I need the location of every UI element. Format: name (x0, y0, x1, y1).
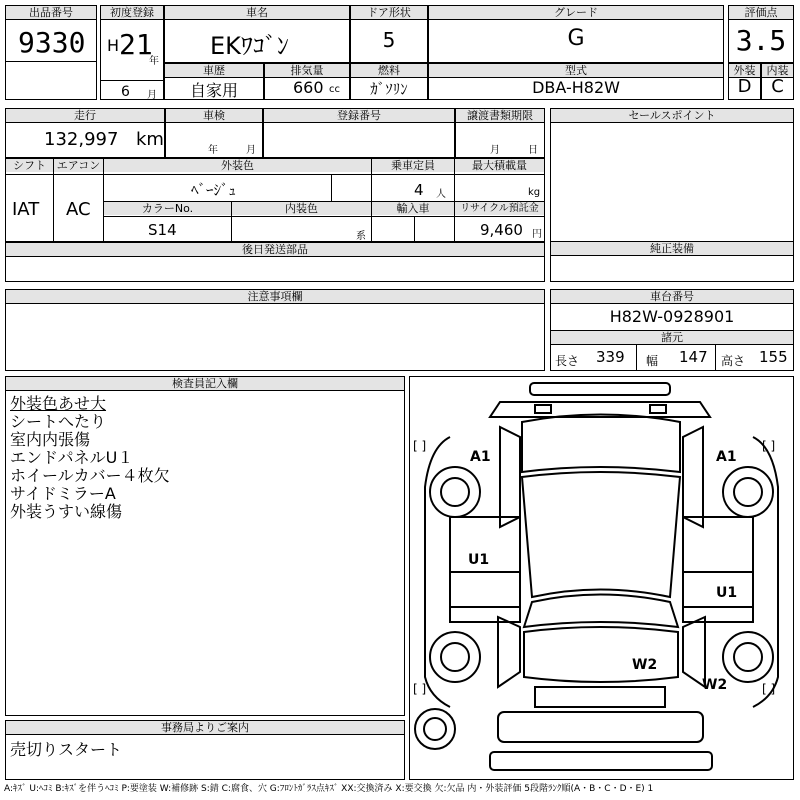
genuine-label: 純正装備 (551, 242, 793, 256)
aircon-value: AC (66, 199, 91, 220)
damage-mark-u1-left: U1 (468, 552, 490, 568)
inspector-notes (10, 395, 170, 521)
reg-number-label: 登録番号 (264, 109, 454, 123)
inspection-label: 車検 (166, 109, 262, 123)
damage-mark-a1-left: A1 (470, 449, 491, 465)
aircon-label: エアコン (54, 159, 103, 172)
note-line: 外装色あせ大 (10, 394, 107, 413)
ext-color-label: 外装色 (104, 159, 371, 172)
displacement-box (264, 63, 350, 100)
mileage-unit: km (136, 129, 164, 150)
inspection-year-unit: 年 (208, 145, 218, 156)
office-label: 事務局よりご案内 (6, 721, 404, 735)
damage-mark-w2-right: W2 (702, 677, 728, 693)
model-box (428, 63, 724, 100)
int-grade-box (761, 63, 794, 100)
score-box (728, 5, 794, 63)
ext-grade-label: 外装 (729, 64, 760, 78)
legend-text: A:ｷｽﾞ U:ﾍｺﾐ B:ｷｽﾞを伴うﾍｺﾐ P:要塗装 W:補修跡 S:錆 C:腐食、穴 G:ﾌﾛﾝﾄｶﾞﾗｽ点ｷｽﾞ XX:交換済み X:要交換 欠:欠品 内・外装評価 5段階ﾗﾝｸ順(A・B・C・D・E) 1 (4, 784, 654, 794)
max-load-unit: kg (528, 187, 541, 198)
dims-hei: 155 (759, 348, 788, 366)
first-reg-year: 21 (119, 28, 153, 61)
color-no-label: カラーNo. (104, 202, 231, 215)
grade-label: グレード (429, 6, 723, 20)
note-line: シートへたり (10, 412, 107, 431)
door-box (350, 5, 428, 63)
first-reg-era: H (107, 36, 120, 55)
int-grade-label: 内装 (762, 64, 793, 78)
bracket-mark: [ ] (413, 682, 427, 696)
shift-value: IAT (12, 199, 40, 220)
recycle-value: 9,460 (480, 221, 523, 239)
grade-value: G (567, 26, 585, 51)
history-label: 車歴 (165, 64, 263, 78)
capacity-value: 4 (414, 181, 424, 199)
inspector-label: 検査員記入欄 (6, 377, 404, 391)
spec-box (5, 158, 545, 242)
sales-point-label: セールスポイント (551, 109, 793, 123)
first-reg-label: 初度登録 (101, 6, 163, 20)
later-parts-label: 後日発送部品 (6, 243, 544, 257)
int-grade-value: C (771, 76, 784, 97)
door-label: ドア形状 (351, 6, 427, 20)
history-box (164, 63, 264, 100)
note-line: 外装うすい線傷 (10, 502, 123, 521)
damage-mark-u1-right: U1 (716, 585, 738, 601)
int-color-unit: 系 (356, 231, 366, 242)
caution-label: 注意事項欄 (6, 290, 544, 304)
fuel-box (350, 63, 428, 100)
score-label: 評価点 (729, 6, 793, 20)
inspection-box (165, 108, 263, 158)
first-reg-month-unit: 月 (147, 90, 157, 101)
first-reg-year-unit: 年 (149, 56, 159, 67)
model-value: DBA-H82W (532, 78, 620, 97)
lot-number: 9330 (18, 26, 86, 59)
mileage-value: 132,997 (44, 129, 119, 150)
ext-grade-box (728, 63, 761, 100)
first-reg-month: 6 (121, 84, 130, 100)
car-diagram (409, 376, 794, 780)
car-name-value: EKﾜｺﾞﾝ (210, 32, 289, 60)
int-color-label: 内装色 (232, 202, 371, 215)
car-outline-icon (410, 377, 793, 779)
office-box (5, 720, 405, 780)
inspector-box (5, 376, 405, 716)
fuel-label: 燃料 (351, 64, 427, 78)
chassis-box (550, 289, 794, 371)
car-name-box (164, 5, 350, 63)
model-label: 型式 (429, 64, 723, 78)
history-value: 自家用 (189, 81, 238, 100)
transfer-label: 譲渡書類期限 (456, 109, 544, 123)
transfer-month-unit: 月 (490, 145, 500, 156)
note-line: エンドパネルU１ (10, 448, 134, 467)
dims-wid-label: 幅 (646, 354, 659, 368)
first-reg-box (100, 5, 164, 100)
score-value: 3.5 (735, 24, 787, 57)
dims-len-label: 長さ (555, 354, 580, 368)
recycle-unit: 円 (532, 229, 542, 240)
office-value: 売切りスタート (10, 740, 123, 759)
import-label: 輸入車 (372, 202, 454, 215)
car-name-label: 車名 (165, 6, 349, 20)
damage-mark-w2-center: W2 (632, 657, 658, 673)
chassis-label: 車台番号 (551, 290, 793, 304)
mileage-label: 走行 (6, 109, 164, 123)
damage-mark-a1-right: A1 (716, 449, 737, 465)
capacity-label: 乗車定員 (372, 159, 454, 172)
grade-box (428, 5, 724, 63)
bracket-mark: [ ] (762, 439, 776, 453)
mileage-box (5, 108, 165, 158)
ext-color-value: ﾍﾞｰｼﾞｭ (191, 181, 237, 199)
chassis-value: H82W-0928901 (609, 307, 735, 326)
note-line: 室内内張傷 (10, 430, 91, 449)
later-parts-box (5, 242, 545, 282)
bracket-mark: [ ] (413, 439, 427, 453)
ext-grade-value: D (737, 76, 752, 97)
dims-label: 諸元 (551, 330, 793, 345)
dims-hei-label: 高さ (721, 354, 746, 368)
displacement-label: 排気量 (265, 64, 349, 78)
color-no-value: S14 (148, 221, 177, 239)
displacement-value: 660 (293, 78, 324, 97)
shift-label: シフト (6, 159, 53, 172)
caution-box (5, 289, 545, 371)
displacement-unit: cc (329, 84, 340, 95)
capacity-unit: 人 (436, 189, 446, 200)
inspection-month-unit: 月 (246, 145, 256, 156)
fuel-value: ｶﾞｿﾘﾝ (370, 80, 408, 98)
note-line: サイドミラーA (10, 484, 116, 503)
note-line: ホイールカバー４枚欠 (10, 466, 170, 485)
reg-number-box (263, 108, 455, 158)
bracket-mark: [ ] (762, 682, 776, 696)
sales-point-box (550, 108, 794, 282)
transfer-box (455, 108, 545, 158)
lot-label: 出品番号 (6, 6, 96, 20)
recycle-label: リサイクル預託金 (455, 202, 544, 215)
door-value: 5 (382, 28, 396, 52)
max-load-label: 最大積載量 (455, 159, 544, 172)
dims-len: 339 (596, 348, 625, 366)
dims-wid: 147 (679, 348, 708, 366)
transfer-day-unit: 日 (528, 145, 538, 156)
lot-box (5, 5, 97, 100)
